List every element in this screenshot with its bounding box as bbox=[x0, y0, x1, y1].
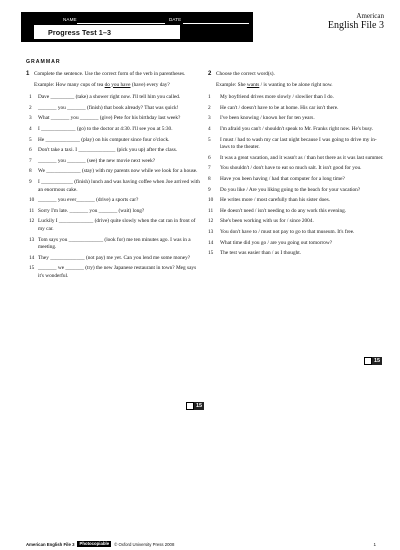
question-item bbox=[26, 218, 202, 233]
question-item bbox=[26, 197, 202, 205]
score-input[interactable] bbox=[186, 402, 194, 410]
item-text[interactable]: He can't / doesn't have to be at home. His car isn't there. bbox=[220, 104, 339, 111]
example-text: Example: How many cups of tea bbox=[34, 81, 105, 88]
item-text[interactable]: What time did you go / are you going out tomorrow? bbox=[220, 239, 333, 246]
score-input[interactable] bbox=[364, 357, 372, 365]
item-number: 8 bbox=[208, 175, 211, 182]
item-text[interactable]: _______ you ever_______ (drive) a sports car? bbox=[38, 197, 139, 204]
item-number: 4 bbox=[208, 125, 211, 132]
question-item bbox=[208, 197, 384, 205]
item-number: 12 bbox=[29, 218, 35, 225]
item-text[interactable]: They _____________ (not pay) me yet. Can you lend me some money? bbox=[38, 254, 191, 261]
item-text[interactable]: He _____________ (play) on his computer since four o'clock. bbox=[38, 136, 170, 143]
question-item bbox=[208, 187, 384, 195]
question-item bbox=[26, 158, 202, 166]
question-instruction: Complete the sentence. Use the correct form of the verb in parentheses. bbox=[34, 71, 186, 77]
item-number: 10 bbox=[29, 197, 35, 204]
item-number: 7 bbox=[29, 157, 32, 164]
question-item bbox=[208, 137, 384, 152]
question-instruction: Choose the correct word(s). bbox=[216, 71, 275, 77]
item-text[interactable]: I _____________ (go) to the doctor at 4:30. I'll see you at 5:30. bbox=[38, 125, 173, 132]
question-item bbox=[26, 115, 202, 123]
item-number: 4 bbox=[29, 125, 32, 132]
item-number: 9 bbox=[208, 186, 211, 193]
item-number: 5 bbox=[29, 136, 32, 143]
example-text-end: (have) every day? bbox=[130, 81, 170, 88]
item-number: 6 bbox=[29, 147, 32, 154]
item-number: 1 bbox=[29, 94, 32, 101]
item-text[interactable]: The test was easier than / as I thought. bbox=[220, 250, 302, 257]
question-item bbox=[208, 229, 384, 237]
question-2 bbox=[208, 71, 384, 261]
item-text[interactable]: _______ you _______ (see) the new movie next week? bbox=[38, 157, 156, 164]
item-text[interactable]: Sorry I'm late. _______ you _______ (wait) long? bbox=[38, 207, 145, 214]
question-item bbox=[26, 105, 202, 113]
item-text[interactable]: He writes more / most carefully than his sister does. bbox=[220, 197, 331, 204]
question-item bbox=[208, 250, 384, 258]
question-item bbox=[26, 265, 202, 280]
question-item bbox=[26, 137, 202, 145]
item-text[interactable]: Do you like / Are you liking going to the beach for your vacation? bbox=[220, 186, 361, 193]
item-number: 2 bbox=[208, 104, 211, 111]
item-number: 14 bbox=[208, 239, 214, 246]
question-item bbox=[208, 105, 384, 113]
page-title: Progress Test 1–3 bbox=[33, 24, 181, 40]
item-number: 11 bbox=[29, 207, 35, 214]
item-text[interactable]: We _____________ (stay) with my parents now while we look for a house. bbox=[38, 168, 198, 175]
item-text[interactable]: I've been knowing / known her for ten years. bbox=[220, 115, 315, 122]
section-heading: GRAMMAR bbox=[26, 59, 61, 65]
question-item bbox=[26, 208, 202, 216]
question-item bbox=[208, 126, 384, 134]
date-label: DATE bbox=[169, 17, 182, 22]
item-number: 9 bbox=[29, 178, 32, 185]
item-text[interactable]: It was a great vacation, and it wasn't as / than hot there as it was last summer. bbox=[220, 154, 384, 161]
item-text[interactable]: Have you been having / had that computer for a long time? bbox=[220, 175, 345, 182]
item-number: 15 bbox=[29, 265, 35, 272]
item-number: 12 bbox=[208, 218, 214, 225]
question-number: 1 bbox=[26, 71, 30, 77]
item-text[interactable]: _______ we _______ (try) the new Japanese restaurant in town? Meg says it's wonderful. bbox=[38, 265, 197, 279]
page-number: 1 bbox=[373, 541, 376, 547]
question-1 bbox=[26, 71, 202, 283]
item-text[interactable]: Dave _________ (take) a shower right now. I'll tell him you called. bbox=[38, 94, 181, 101]
example-text-end: / is wanting to be alone right now. bbox=[259, 81, 333, 88]
item-text[interactable]: _______ you _______ (finish) that book already? That was quick! bbox=[38, 104, 179, 111]
item-text[interactable]: You shouldn't / don't have to eat so much salt. It isn't good for you. bbox=[220, 165, 362, 172]
item-number: 7 bbox=[208, 165, 211, 172]
question-1-items bbox=[26, 94, 202, 280]
brand-logo bbox=[328, 13, 384, 31]
brand-bottom: English File 3 bbox=[327, 20, 384, 31]
score-total: 15 bbox=[374, 358, 381, 364]
question-item bbox=[208, 155, 384, 163]
question-item bbox=[26, 255, 202, 263]
example-text: Example: She bbox=[216, 81, 247, 88]
question-item bbox=[26, 179, 202, 194]
brand-top: American bbox=[356, 12, 384, 20]
example-answer: do you have bbox=[104, 81, 131, 88]
question-number: 2 bbox=[208, 71, 212, 77]
copyright: © Oxford University Press 2008 bbox=[114, 541, 175, 547]
score-total: 15 bbox=[196, 403, 203, 409]
question-item bbox=[26, 237, 202, 252]
example bbox=[216, 82, 384, 90]
score-box-q1 bbox=[186, 402, 204, 410]
date-line bbox=[183, 23, 249, 24]
question-item bbox=[208, 165, 384, 173]
item-number: 15 bbox=[208, 250, 214, 257]
item-number: 1 bbox=[208, 94, 211, 101]
question-item bbox=[26, 94, 202, 102]
photocopiable-badge: Photocopiable bbox=[79, 541, 110, 546]
question-item bbox=[208, 208, 384, 216]
item-number: 5 bbox=[208, 136, 211, 143]
question-item bbox=[208, 240, 384, 248]
item-number: 2 bbox=[29, 104, 32, 111]
question-item bbox=[208, 218, 384, 226]
item-number: 11 bbox=[208, 207, 214, 214]
item-number: 8 bbox=[29, 168, 32, 175]
page-footer bbox=[26, 540, 376, 548]
score-box-q2 bbox=[364, 357, 382, 365]
question-item bbox=[208, 115, 384, 123]
item-text[interactable]: Luckily I _____________ (drive) quite slowly when the cat ran in front of my car. bbox=[38, 218, 196, 232]
item-text[interactable]: Don't take a taxi. I ______________ (pick you up) after the class. bbox=[38, 147, 178, 154]
name-label: NAME bbox=[63, 17, 77, 22]
question-item bbox=[26, 168, 202, 176]
item-text[interactable]: You don't have to / must not pay to go to that museum. It's free. bbox=[220, 228, 355, 235]
question-2-items bbox=[208, 94, 384, 258]
item-number: 3 bbox=[29, 115, 32, 122]
item-text[interactable]: What _______ you _______ (give) Pete for his birthday last week? bbox=[38, 115, 181, 122]
footer-book: American English File 3 bbox=[26, 541, 75, 547]
question-item bbox=[26, 126, 202, 134]
item-text[interactable]: She's been working with us for / since 2004. bbox=[220, 218, 314, 225]
item-number: 3 bbox=[208, 115, 211, 122]
item-text[interactable]: I ____________ (finish) lunch and was having coffee when Joe arrived with an enormous cake. bbox=[38, 178, 200, 193]
question-item bbox=[208, 176, 384, 184]
item-text[interactable]: Tom says you _____________ (look for) me ten minutes ago. I was in a meeting. bbox=[38, 236, 191, 251]
item-number: 10 bbox=[208, 197, 214, 204]
item-text[interactable]: I'm afraid you can't / shouldn't speak to Mr. Franks right now. He's busy. bbox=[220, 125, 374, 132]
page-header bbox=[21, 9, 392, 47]
item-text[interactable]: My boyfriend drives more slowly / slowlier than I do. bbox=[220, 94, 334, 101]
item-text[interactable]: He doesn't need / isn't needing to do any work this evening. bbox=[220, 207, 347, 214]
item-number: 14 bbox=[29, 254, 35, 261]
example-answer: wants bbox=[246, 81, 260, 88]
question-item bbox=[208, 94, 384, 102]
example bbox=[34, 82, 202, 90]
item-number: 13 bbox=[29, 236, 35, 243]
item-number: 6 bbox=[208, 154, 211, 161]
item-text[interactable]: I must / had to wash my car last night because I was going to drive my in-laws to the theater. bbox=[220, 136, 377, 151]
question-item bbox=[26, 147, 202, 155]
item-number: 13 bbox=[208, 228, 214, 235]
